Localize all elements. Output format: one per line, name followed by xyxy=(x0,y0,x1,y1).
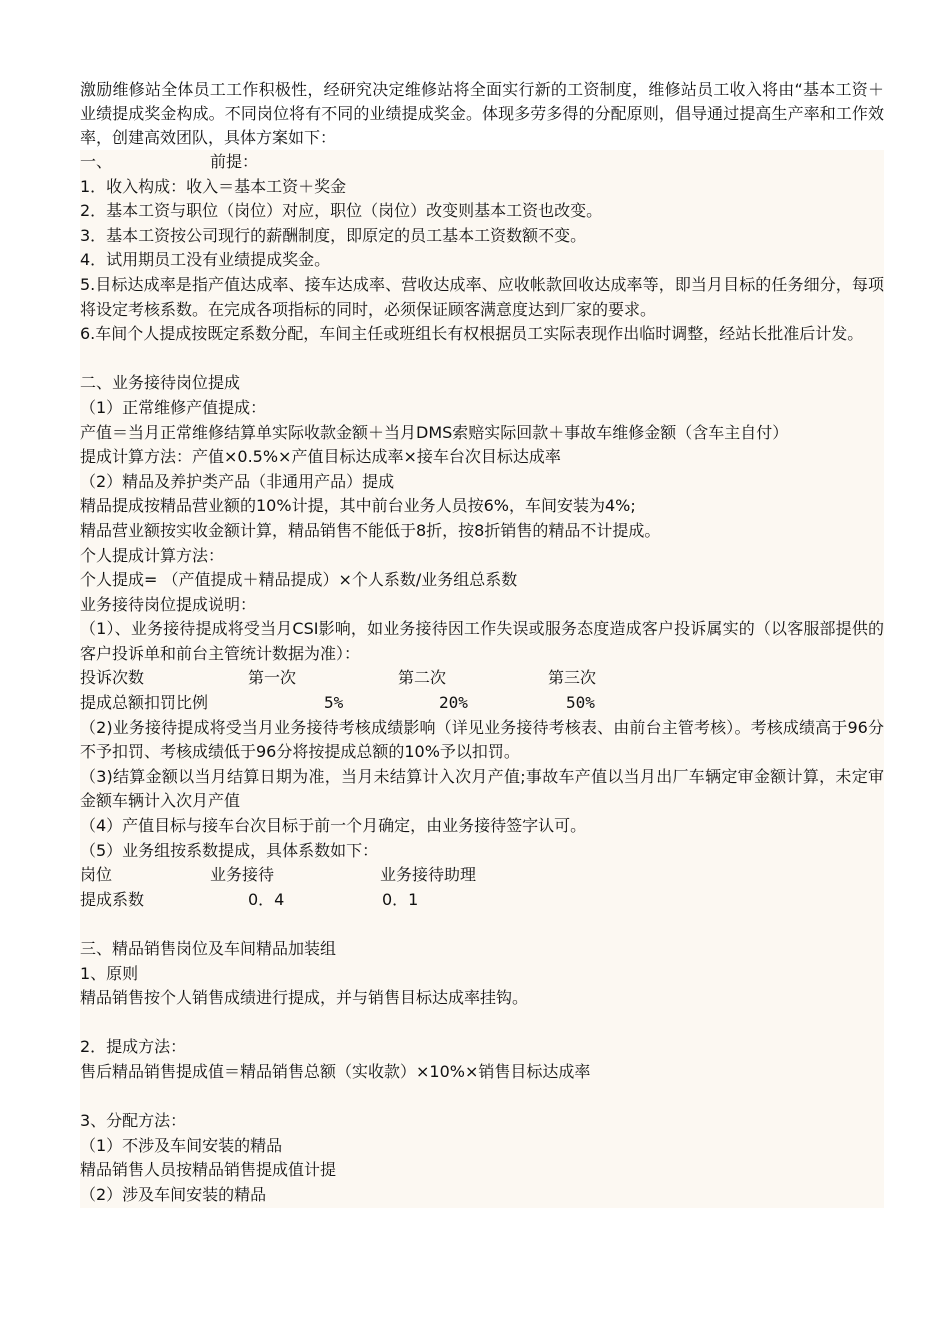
table-cell: 20% xyxy=(439,693,468,713)
table-cell: 0．1 xyxy=(382,889,419,909)
reception-line: （1）正常维修产值提成： xyxy=(80,397,267,417)
accessories-line: 精品销售人员按精品销售提成值计提 xyxy=(80,1160,337,1180)
table-cell: 第一次 xyxy=(248,668,297,688)
complaint-table-header xyxy=(80,666,884,691)
reception-line: （2）精品及养护类产品（非通用产品）提成 xyxy=(80,471,395,491)
accessories-line: （1）不涉及车间安装的精品 xyxy=(80,1135,283,1155)
reception-line: 业务接待岗位提成说明： xyxy=(80,594,257,614)
premise-item: 5.目标达成率是指产值达成率、接车达成率、营收达成率、应收帐款回收达成率等，即当月目标的任务细分，每项将设定考核系数。在完成各项指标的同时，必须保证顾客满意度达到厂家的要求。 xyxy=(80,274,884,319)
coefficient-table-header xyxy=(80,863,884,888)
table-cell: 第三次 xyxy=(548,668,597,688)
complaint-table-row xyxy=(80,691,884,716)
table-cell: 业务接待助理 xyxy=(380,865,477,885)
accessories-line: （2）涉及车间安装的精品 xyxy=(80,1184,267,1204)
section-heading-premise xyxy=(80,150,884,175)
coefficient-table-row xyxy=(80,888,884,913)
heading-number: 一、 xyxy=(80,152,113,171)
accessories-line: 售后精品销售提成值＝精品销售总额（实收款）×10%×销售目标达成率 xyxy=(80,1061,591,1081)
premise-item: 4．试用期员工没有业绩提成奖金。 xyxy=(80,250,331,270)
reception-line: （5）业务组按系数提成，具体系数如下： xyxy=(80,840,379,860)
section-premise xyxy=(80,150,884,1208)
accessories-line: 精品销售按个人销售成绩进行提成，并与销售目标达成率挂钩。 xyxy=(80,988,529,1008)
table-cell: 5% xyxy=(324,693,344,713)
document xyxy=(80,78,884,1208)
reception-line: 个人提成= （产值提成＋精品提成）×个人系数/业务组总系数 xyxy=(80,570,518,590)
premise-item: 6.车间个人提成按既定系数分配，车间主任或班组长有权根据员工实际表现作出临时调整，经站长批准后计发。 xyxy=(80,324,864,344)
accessories-line: 2．提成方法： xyxy=(80,1037,187,1057)
table-cell: 岗位 xyxy=(80,865,113,885)
table-cell: 第二次 xyxy=(398,668,447,688)
table-cell: 50% xyxy=(566,693,595,713)
reception-line: （3)结算金额以当月结算日期为准，当月未结算计入次月产值;事故车产值以当月出厂车辆定审金额计算，未定审金额车辆计入次月产值 xyxy=(80,766,884,811)
reception-line: 提成计算方法：产值×0.5%×产值目标达成率×接车台次目标达成率 xyxy=(80,447,561,467)
intro-paragraph: 激励维修站全体员工工作积极性，经研究决定维修站将全面实行新的工资制度，维修站员工收入将由“基本工资＋业绩提成奖金构成。不同岗位将有不同的业绩提成奖金。体现多劳多得的分配原则，倡导通过提高生产率和工作效率，创建高效团队，具体方案如下： xyxy=(80,80,884,147)
accessories-line: 3、分配方法： xyxy=(80,1111,187,1131)
reception-line: （2)业务接待提成将受当月业务接待考核成绩影响（详见业务接待考核表、由前台主管考核）。考核成绩高于96分不予扣罚、考核成绩低于96分将按提成总额的10%予以扣罚。 xyxy=(80,717,884,762)
table-cell: 投诉次数 xyxy=(80,668,145,688)
premise-item: 1．收入构成：收入＝基本工资＋奖金 xyxy=(80,176,347,196)
table-cell: 提成总额扣罚比例 xyxy=(80,693,209,713)
heading-text: 前提： xyxy=(210,152,259,171)
table-cell: 业务接待 xyxy=(210,865,275,885)
reception-line: 精品提成按精品营业额的10%计提，其中前台业务人员按6%，车间安装为4%; xyxy=(80,496,636,516)
section-heading-accessories: 三、精品销售岗位及车间精品加装组 xyxy=(80,939,337,958)
reception-line: 精品营业额按实收金额计算，精品销售不能低于8折，按8折销售的精品不计提成。 xyxy=(80,520,661,540)
reception-line: 产值＝当月正常维修结算单实际收款金额＋当月DMS索赔实际回款＋事故车维修金额（含车主自付） xyxy=(80,422,789,442)
reception-line: （1）、业务接待提成将受当月CSI影响，如业务接待因工作失误或服务态度造成客户投诉属实的（以客服部提供的客户投诉单和前台主管统计数据为准）： xyxy=(80,619,884,663)
premise-item: 2．基本工资与职位（岗位）对应，职位（岗位）改变则基本工资也改变。 xyxy=(80,201,603,221)
reception-line: 个人提成计算方法： xyxy=(80,545,225,565)
table-cell: 0．4 xyxy=(248,889,285,909)
table-cell: 提成系数 xyxy=(80,889,145,909)
reception-line: （4）产值目标与接车台次目标于前一个月确定，由业务接待签字认可。 xyxy=(80,816,587,836)
section-heading-reception: 二、业务接待岗位提成 xyxy=(80,373,241,393)
accessories-line: 1、原则 xyxy=(80,963,139,983)
premise-item: 3．基本工资按公司现行的薪酬制度，即原定的员工基本工资数额不变。 xyxy=(80,225,587,245)
